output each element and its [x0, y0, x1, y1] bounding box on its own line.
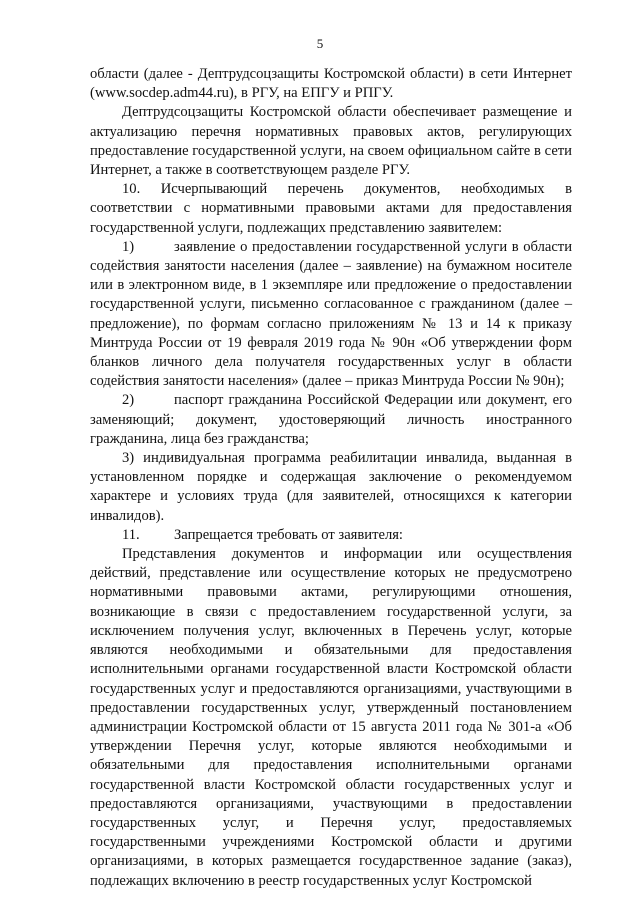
list-item-3: 3) индивидуальная программа реабилитации инвалида, выданная в установленном порядке и содержащая заключение о рекомендуемом характере и условиях труда (для заявителей, относящихся к категории инвалидов). — [90, 450, 572, 524]
list-item-2-text: паспорт гражданина Российской Федерации или документ, его заменяющий; документ, удостоверяющий личность иностранного гражданина, лица без гражданства; — [90, 392, 572, 447]
list-item-1 — [90, 238, 572, 392]
paragraph-requirements: Представления документов и информации или осуществления действий, представление или осуществление которых не предусмотрено нормативными правовыми актами, регулирующими отношения, возникающие в связи с предоставлением государственной услуги, за исключением получения услуг, включенных в Перечень услуг, которые являются необходимыми и обязательными для предоставления исполнительными органами государственной власти Костромской области государственных услуг и предоставляются организациями, участвующими в предоставлении государственных услуг, утвержденный постановлением администрации Костромской области от 15 августа 2011 года № 301-а «Об утверждении Перечня услуг, которые являются необходимыми и обязательными для предоставления исполнительными органами государственной власти Костромской области государственных услуг и предоставляются организациями, участвующими в предоставлении государственных услуг, и Перечня услуг, предоставляемых государственными учреждениями Костромской области и другими организациями, в которых размещается государственное задание (заказ), подлежащих включению в реестр государственных услуг Костромской — [90, 546, 572, 889]
paragraph-continuation: области (далее - Дептрудсоцзащиты Костромской области) в сети Интернет (www.socdep.adm44.ru), в РГУ, на ЕПГУ и РПГУ. — [90, 66, 572, 102]
paragraph-clause-11 — [90, 526, 572, 545]
list-item-1-number: 1) — [122, 238, 135, 255]
paragraph-publication: Дептрудсоцзащиты Костромской области обеспечивает размещение и актуализацию перечня нормативных правовых актов, регулирующих предоставление государственной услуги, на своем официальном сайте в сети Интернет, а также в соответствующем разделе РГУ. — [90, 104, 572, 179]
list-item-2 — [90, 391, 572, 449]
list-item-2-number: 2) — [122, 392, 135, 409]
page-number: 5 — [316, 36, 324, 51]
list-item-1-text: заявление о предоставлении государственной услуги в области содействия занятости населения (далее – заявление) на бумажном носителе или в электронном виде, в 1 экземпляре или предложение о предоставлении государственной услуги, письменно согласованное с гражданином (далее – предложение), по формам согласно приложениям № 13 и 14 к приказу Минтруда России от 19 февраля 2019 года № 90н «Об утверждении форм бланков личного дела получателя государственных услуг в области содействия занятости населения» (далее – приказ Минтруда России № 90н); — [90, 238, 572, 390]
document-body — [90, 65, 572, 891]
paragraph-clause-10: 10. Исчерпывающий перечень документов, необходимых в соответствии с нормативными правовыми актами для предоставления государственной услуги, подлежащих представлению заявителем: — [90, 181, 572, 236]
clause-11-text: Запрещается требовать от заявителя: — [174, 526, 403, 543]
clause-11-number: 11. — [122, 526, 140, 543]
